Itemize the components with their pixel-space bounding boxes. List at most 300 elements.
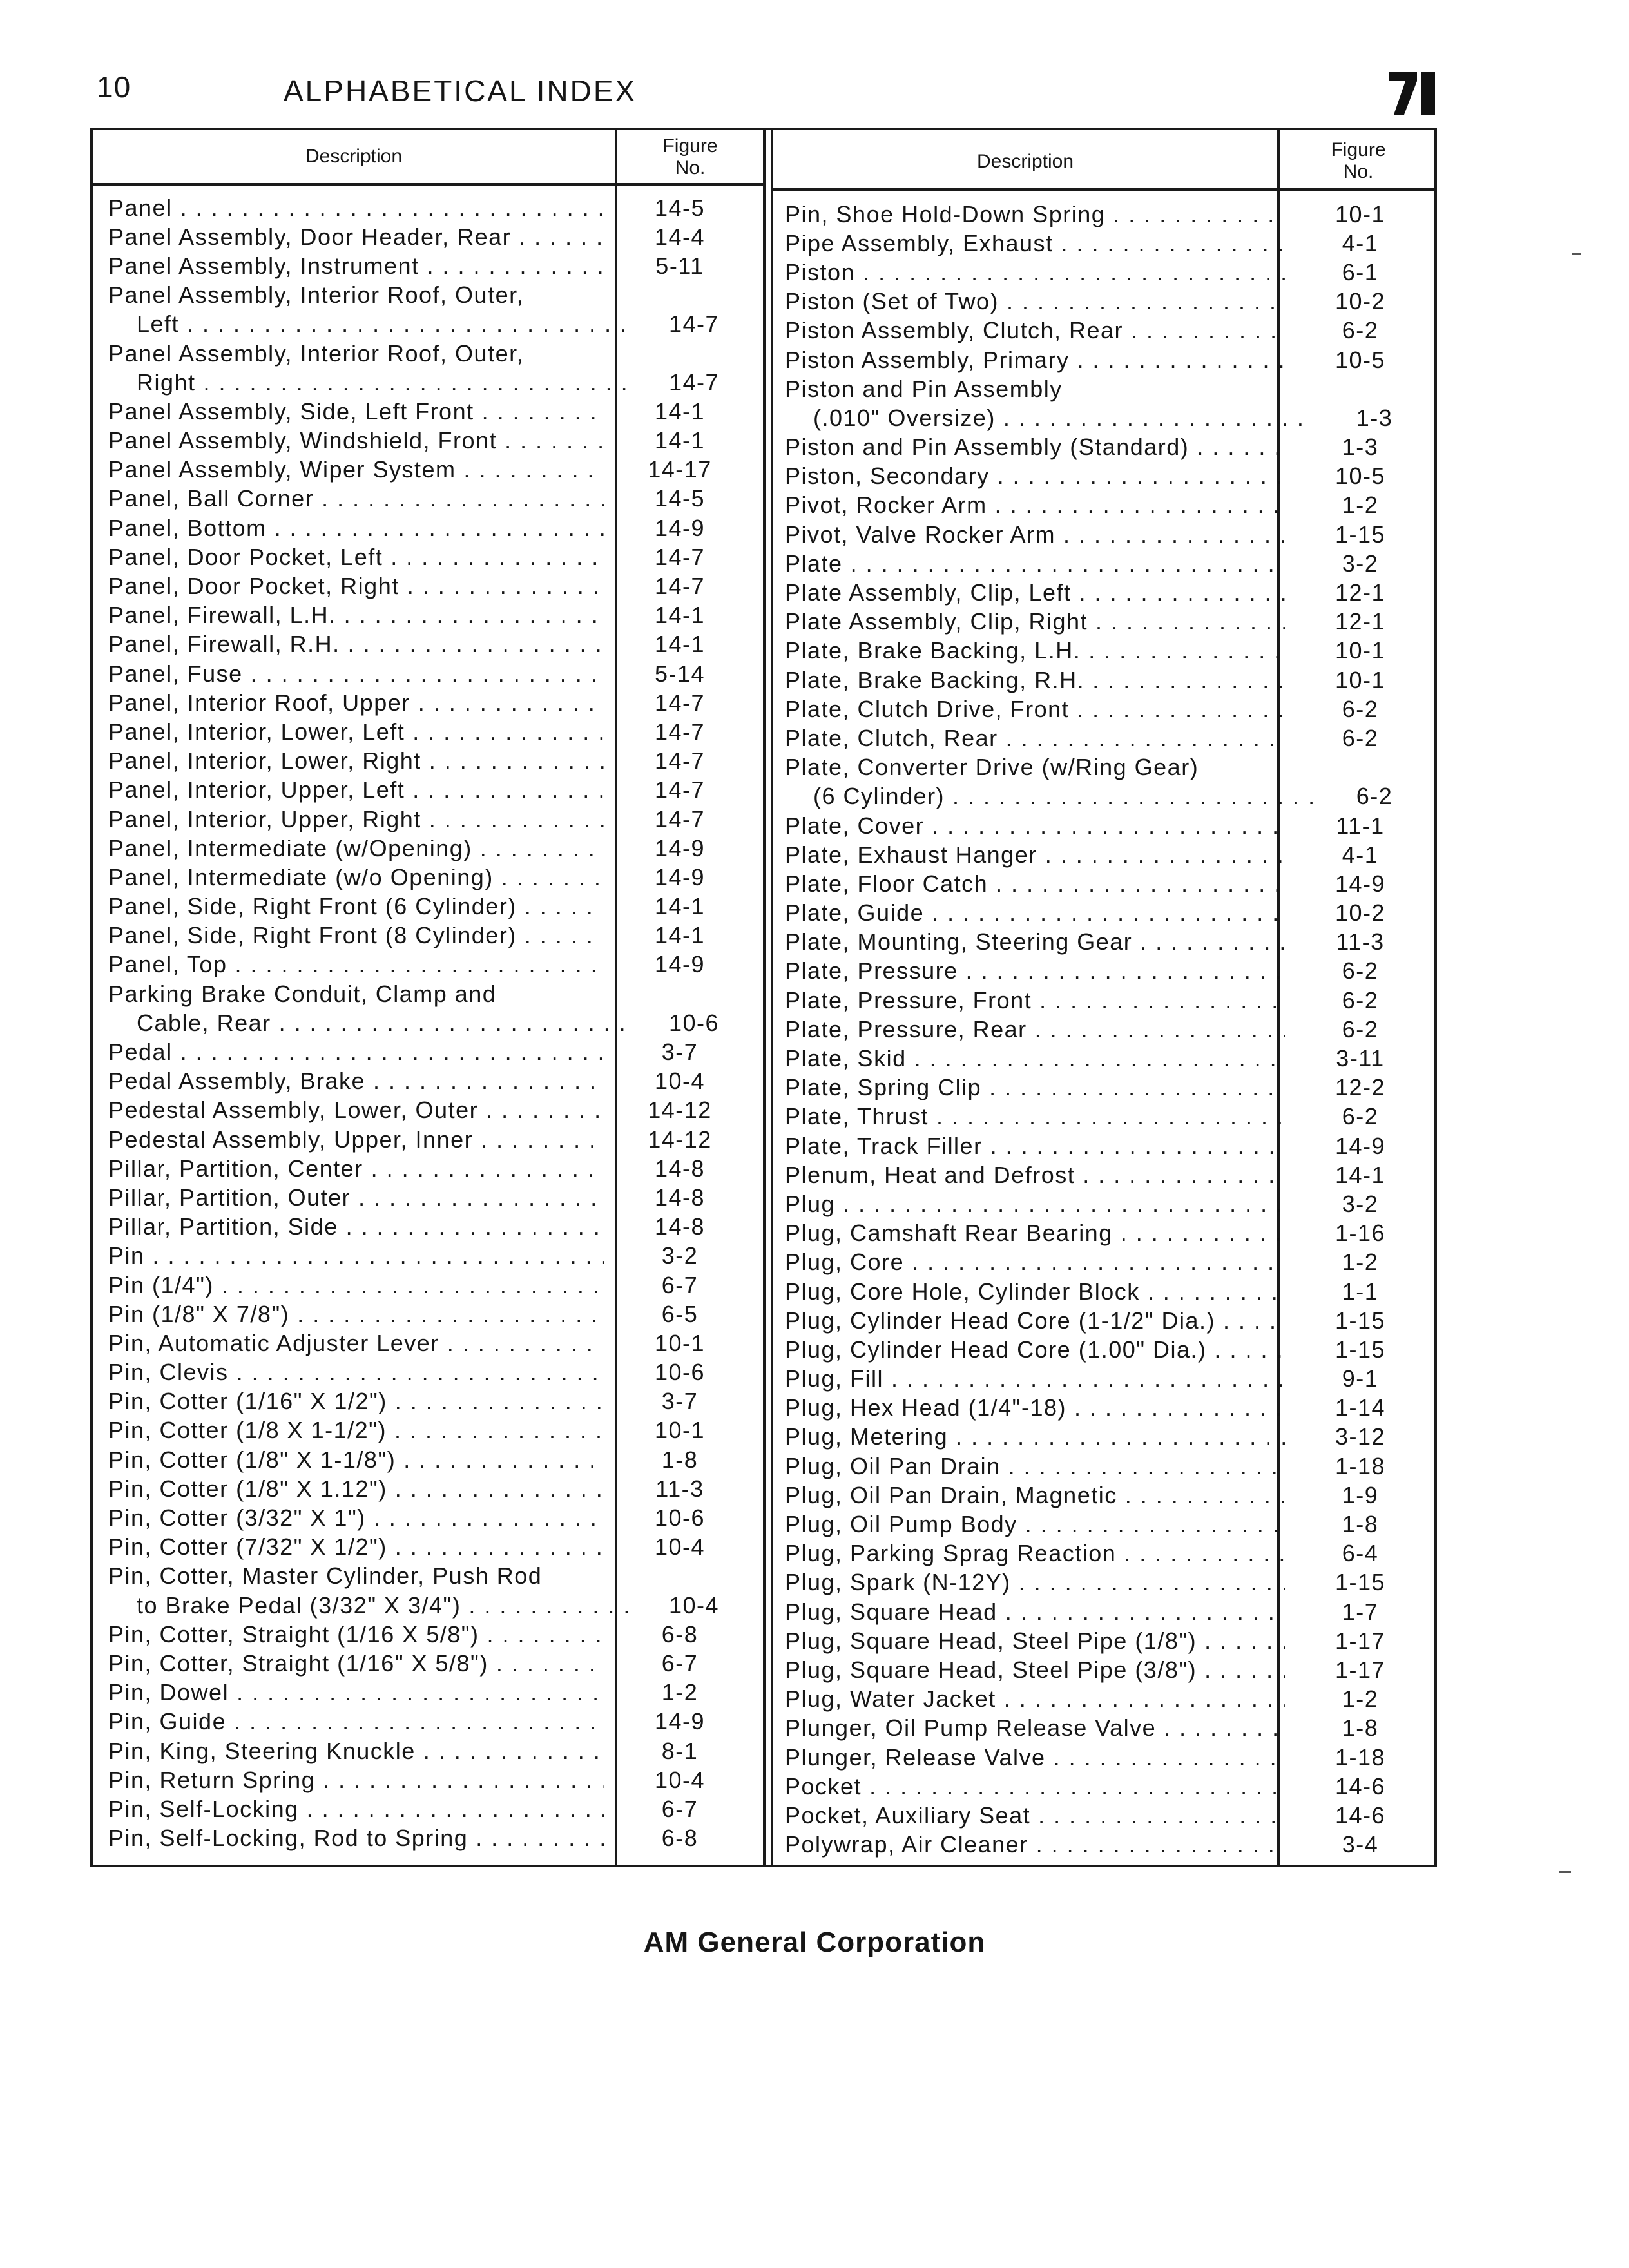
index-row [108, 543, 755, 572]
index-row [785, 229, 1436, 258]
index-row [785, 1102, 1436, 1131]
index-row [785, 1160, 1436, 1189]
index-row [108, 514, 755, 543]
figure-number: 14-7 [654, 689, 706, 716]
index-row [108, 1591, 755, 1620]
index-row [108, 222, 755, 251]
index-description: Plate, Cover . . . [785, 812, 1285, 840]
figure-number: 8-1 [661, 1737, 699, 1764]
index-description: Plate, Clutch, Rear . . . [785, 725, 1285, 752]
index-row [108, 1416, 755, 1445]
index-row [108, 572, 755, 601]
figure-number: 14-1 [654, 922, 706, 949]
index-description: Plenum, Heat and Defrost . . . [785, 1162, 1285, 1189]
index-row [785, 928, 1436, 957]
index-description: Plug, Spark (N-12Y) . . . [785, 1569, 1285, 1596]
index-row [785, 1277, 1436, 1306]
index-row [785, 1539, 1436, 1568]
index-row [108, 1474, 755, 1503]
index-row [785, 1015, 1436, 1044]
index-description: Panel, Interior, Lower, Left . . . [108, 718, 604, 745]
index-row [785, 316, 1436, 345]
figure-number: 14-7 [654, 805, 706, 832]
index-row [108, 1794, 755, 1823]
figure-number: 12-1 [1335, 608, 1386, 635]
scan-mark-top [1572, 253, 1581, 255]
index-description: Pin, Shoe Hold-Down Spring . . . [785, 201, 1285, 228]
index-description: Plug, Oil Pan Drain . . . [785, 1453, 1285, 1480]
figure-number: 14-5 [654, 485, 706, 512]
page-title: ALPHABETICAL INDEX [284, 74, 637, 108]
index-row [785, 520, 1436, 549]
figure-number: 4-1 [1342, 841, 1379, 868]
index-description: Pedal Assembly, Brake . . . [108, 1068, 604, 1095]
index-description: Plunger, Release Valve . . . [785, 1744, 1285, 1771]
index-description: Panel, Interior, Upper, Right . . . [108, 806, 604, 833]
index-description: Pin, Cotter, Master Cylinder, Push Rod [108, 1562, 543, 1590]
index-row [785, 666, 1436, 695]
index-row [108, 747, 755, 776]
figure-number: 14-1 [654, 427, 706, 454]
figure-number: 14-9 [654, 1708, 706, 1735]
figure-number: 14-1 [654, 602, 706, 629]
index-row [785, 491, 1436, 520]
index-row [785, 1626, 1436, 1655]
index-description: Panel, Ball Corner . . . [108, 485, 604, 512]
index-description: Piston . . . [785, 259, 1285, 286]
index-description: Panel, Bottom . . . [108, 515, 604, 542]
figure-number: 1-17 [1335, 1656, 1386, 1683]
index-row [785, 957, 1436, 986]
figure-number: 3-7 [661, 1388, 699, 1415]
figure-number: 14-9 [1335, 1132, 1386, 1159]
index-row [785, 753, 1436, 782]
index-description: Plunger, Oil Pump Release Valve . . . [785, 1715, 1285, 1742]
index-row [108, 717, 755, 746]
index-row [785, 608, 1436, 637]
index-description: Plate, Pressure . . . [785, 957, 1285, 985]
figure-number: 14-7 [668, 311, 720, 338]
figure-number: 10-2 [1335, 899, 1386, 927]
index-description: Plate Assembly, Clip, Right . . . [785, 608, 1285, 635]
index-description: Plate, Skid . . . [785, 1045, 1285, 1072]
index-description: Pivot, Rocker Arm . . . [785, 492, 1285, 519]
figure-number: 1-18 [1335, 1744, 1386, 1771]
index-description: Pin (1/8" X 7/8") . . . [108, 1301, 604, 1328]
index-description: Panel, Door Pocket, Right . . . [108, 573, 604, 600]
figure-number: 1-7 [1342, 1598, 1379, 1625]
index-row [785, 1365, 1436, 1394]
right-figure-header-line1: Figure [1331, 139, 1386, 160]
index-description: Plate, Thrust . . . [785, 1103, 1285, 1130]
index-row [785, 1801, 1436, 1830]
index-description: Pin . . . [108, 1242, 604, 1269]
index-description: Plug, Cylinder Head Core (1.00" Dia.) . . . [785, 1336, 1285, 1363]
index-row [785, 1772, 1436, 1801]
index-row [108, 1213, 755, 1242]
figure-number: 14-12 [648, 1126, 712, 1153]
index-description: Pillar, Partition, Center . . . [108, 1155, 604, 1182]
index-row [108, 1445, 755, 1474]
index-description: Pin, Return Spring . . . [108, 1767, 604, 1794]
index-description: Pin, Cotter (3/32" X 1") . . . [108, 1504, 604, 1532]
index-row [108, 1242, 755, 1271]
figure-number: 14-7 [654, 573, 706, 600]
index-description: Plug, Square Head, Steel Pipe (3/8") . . . [785, 1657, 1285, 1684]
index-description: Pin (1/4") . . . [108, 1272, 604, 1299]
index-row [108, 1678, 755, 1707]
figure-number: 10-5 [1335, 346, 1386, 373]
figure-number: 10-1 [1335, 200, 1386, 227]
index-row [785, 1306, 1436, 1335]
figure-number: 6-7 [661, 1795, 699, 1822]
index-description: Plug, Oil Pump Body . . . [785, 1511, 1285, 1538]
index-description: Panel, Firewall, R.H. . . . [108, 631, 604, 658]
index-row [108, 1387, 755, 1416]
index-description: Plug, Parking Sprag Reaction . . . [785, 1540, 1285, 1567]
figure-number: 1-15 [1335, 1336, 1386, 1363]
index-row [108, 397, 755, 426]
figure-number: 6-7 [661, 1649, 699, 1677]
figure-number: 5-11 [655, 252, 704, 279]
index-description: Plug, Square Head, Steel Pipe (1/8") . . . [785, 1628, 1285, 1655]
index-description: Pillar, Partition, Side . . . [108, 1213, 604, 1240]
index-description: Polywrap, Air Cleaner . . . [785, 1831, 1285, 1858]
figure-number: 1-8 [661, 1446, 699, 1473]
figure-number: 6-5 [661, 1300, 699, 1327]
index-description: Pin, Automatic Adjuster Lever . . . [108, 1330, 604, 1357]
index-description: Panel, Intermediate (w/o Opening) . . . [108, 864, 604, 891]
center-double-rule-a [763, 130, 766, 1865]
figure-number: 10-6 [654, 1359, 706, 1386]
index-description: (.010" Oversize) . . . [785, 405, 1313, 432]
figure-number: 11-3 [1336, 928, 1385, 956]
index-description: Panel Assembly, Interior Roof, Outer, [108, 340, 525, 367]
index-row [108, 1067, 755, 1096]
index-description: Panel, Side, Right Front (8 Cylinder) . . . [108, 922, 604, 949]
index-description: Plate, Pressure, Front . . . [785, 987, 1285, 1014]
right-figure-header [1280, 139, 1437, 183]
figure-number: 6-2 [1342, 724, 1379, 751]
index-row [108, 1503, 755, 1532]
index-row [108, 601, 755, 630]
figure-number: 14-7 [654, 747, 706, 774]
index-description: Plug, Camshaft Rear Bearing . . . [785, 1220, 1285, 1247]
index-description: Pin, Dowel . . . [108, 1679, 604, 1706]
figure-number: 14-7 [654, 543, 706, 570]
index-row [108, 834, 755, 863]
right-description-header: Description [976, 151, 1074, 172]
figure-number: 6-4 [1342, 1540, 1379, 1567]
figure-number: 1-2 [1342, 492, 1379, 519]
index-row [108, 863, 755, 892]
index-description: Left . . . [108, 311, 633, 338]
figure-number: 14-12 [648, 1097, 712, 1124]
index-row [785, 1481, 1436, 1510]
figure-number: 6-2 [1342, 1015, 1379, 1043]
index-description: Plate . . . [785, 550, 1285, 577]
index-row [108, 456, 755, 485]
index-description: Panel Assembly, Windshield, Front . . . [108, 427, 604, 454]
index-row [785, 433, 1436, 462]
figure-number: 14-5 [654, 194, 706, 221]
right-figure-header-line2: No. [1343, 161, 1374, 182]
index-description: Pocket, Auxiliary Seat . . . [785, 1802, 1285, 1829]
index-description: Plate, Mounting, Steering Gear . . . [785, 928, 1285, 956]
index-description: Pin, Self-Locking, Rod to Spring . . . [108, 1825, 604, 1852]
index-description: Piston Assembly, Primary . . . [785, 347, 1285, 374]
index-description: Pin, Guide . . . [108, 1708, 604, 1735]
figure-number: 14-4 [654, 223, 706, 250]
index-row [785, 403, 1436, 432]
index-row [108, 1125, 755, 1154]
index-row [785, 1714, 1436, 1743]
figure-number: 10-1 [654, 1329, 706, 1356]
index-description: Panel, Interior Roof, Upper . . . [108, 689, 604, 716]
figure-number: 1-15 [1335, 1569, 1386, 1596]
scan-mark-bottom [1559, 1871, 1571, 1873]
index-row [785, 1452, 1436, 1481]
figure-number: 11-1 [1336, 812, 1385, 839]
figure-number: 1-2 [661, 1679, 699, 1706]
figure-number: 14-7 [654, 718, 706, 745]
index-description: Plate, Floor Catch . . . [785, 870, 1285, 898]
index-row [785, 695, 1436, 724]
index-row [108, 281, 755, 310]
figure-number: 10-4 [668, 1591, 720, 1619]
index-description: Plug, Core . . . [785, 1249, 1285, 1276]
index-row [108, 1358, 755, 1387]
index-description: Plug, Metering . . . [785, 1423, 1285, 1450]
left-index-list [108, 193, 755, 1853]
index-description: Piston and Pin Assembly (Standard) . . . [785, 434, 1285, 461]
figure-number: 14-8 [654, 1213, 706, 1240]
figure-number: 14-8 [654, 1184, 706, 1211]
figure-number: 1-2 [1342, 1686, 1379, 1713]
index-row [785, 1394, 1436, 1423]
index-description: Plug, Fill . . . [785, 1365, 1285, 1392]
index-description: Plug . . . [785, 1191, 1285, 1218]
figure-number: 14-7 [668, 369, 720, 396]
index-row [108, 1736, 755, 1765]
index-description: Plate, Exhaust Hanger . . . [785, 841, 1285, 869]
figure-number: 14-9 [654, 863, 706, 890]
index-description: Cable, Rear . . . [108, 1010, 633, 1037]
index-row [785, 578, 1436, 607]
index-description: Pin, Cotter (7/32" X 1/2") . . . [108, 1533, 604, 1561]
index-description: Pivot, Valve Rocker Arm . . . [785, 521, 1285, 548]
index-description: Plug, Square Head . . . [785, 1599, 1285, 1626]
index-row [785, 1743, 1436, 1772]
figure-number: 10-6 [668, 1009, 720, 1036]
index-description: Piston (Set of Two) . . . [785, 288, 1285, 315]
figure-number: 1-3 [1356, 404, 1393, 431]
index-row [108, 1096, 755, 1125]
figure-number: 6-2 [1342, 1103, 1379, 1130]
index-description: Pedal . . . [108, 1039, 604, 1066]
left-description-header: Description [305, 146, 403, 167]
index-description: Parking Brake Conduit, Clamp and [108, 980, 497, 1007]
figure-number: 1-16 [1335, 1220, 1386, 1247]
index-row [108, 1707, 755, 1736]
index-row [785, 1131, 1436, 1160]
index-description: Pillar, Partition, Outer . . . [108, 1184, 604, 1211]
index-description: Panel, Fuse . . . [108, 660, 604, 687]
index-row [108, 1271, 755, 1300]
index-row [108, 339, 755, 368]
index-row [108, 659, 755, 688]
figure-number: 14-1 [654, 398, 706, 425]
index-row [785, 1044, 1436, 1073]
index-row [108, 892, 755, 921]
figure-number: 14-6 [1335, 1773, 1386, 1800]
index-description: Pin, Cotter (1/8" X 1-1/8") . . . [108, 1446, 604, 1474]
figure-number: 6-2 [1342, 317, 1379, 344]
index-description: Pin, King, Steering Knuckle . . . [108, 1738, 604, 1765]
figure-number: 1-15 [1335, 1307, 1386, 1334]
footer-corporation: AM General Corporation [643, 1927, 986, 1958]
index-row [785, 287, 1436, 316]
index-description: Piston and Pin Assembly [785, 375, 1063, 402]
index-row [785, 899, 1436, 928]
figure-number: 14-1 [654, 893, 706, 920]
index-row [785, 374, 1436, 403]
figure-number: 14-7 [654, 776, 706, 803]
right-index-list [785, 200, 1436, 1860]
index-description: Panel Assembly, Door Header, Rear . . . [108, 224, 604, 251]
figure-number: 1-15 [1335, 521, 1386, 548]
figure-number: 10-1 [1335, 666, 1386, 693]
figure-number: 3-11 [1336, 1045, 1385, 1072]
figure-number: 3-12 [1335, 1423, 1386, 1450]
index-description: Right . . . [108, 369, 633, 396]
left-figure-header-line2: No. [675, 157, 706, 178]
figure-number: 10-5 [1335, 463, 1386, 490]
figure-number: 5-14 [654, 660, 706, 687]
index-description: Plug, Hex Head (1/4"-18) . . . [785, 1394, 1285, 1421]
figure-number: 3-4 [1342, 1831, 1379, 1858]
index-row [108, 1300, 755, 1329]
index-row [785, 1073, 1436, 1102]
index-description: Pipe Assembly, Exhaust . . . [785, 230, 1285, 257]
index-row [108, 1329, 755, 1358]
figure-number: 6-2 [1342, 957, 1379, 985]
index-description: Plate, Brake Backing, L.H. . . . [785, 637, 1285, 664]
index-description: Panel Assembly, Side, Left Front . . . [108, 398, 604, 425]
figure-number: 1-8 [1342, 1511, 1379, 1538]
index-row [108, 1620, 755, 1649]
index-description: Panel Assembly, Instrument . . . [108, 253, 604, 280]
index-description: Panel Assembly, Interior Roof, Outer, [108, 282, 525, 309]
figure-number: 1-17 [1335, 1627, 1386, 1654]
figure-number: 3-7 [661, 1039, 699, 1066]
index-row [785, 1655, 1436, 1684]
figure-number: 1-1 [1342, 1278, 1379, 1305]
index-description: Pin, Cotter (1/8" X 1.12") . . . [108, 1475, 604, 1503]
index-row [108, 630, 755, 659]
figure-number: 14-9 [654, 834, 706, 861]
index-row [108, 1765, 755, 1794]
index-row [785, 782, 1436, 811]
figure-number: 6-7 [661, 1271, 699, 1298]
index-description: Pin, Self-Locking . . . [108, 1796, 604, 1823]
index-row [108, 427, 755, 456]
figure-number: 1-8 [1342, 1715, 1379, 1742]
figure-number: 6-2 [1342, 986, 1379, 1014]
index-description: Panel Assembly, Wiper System . . . [108, 456, 604, 483]
index-description: Pin, Cotter (1/8 X 1-1/2") . . . [108, 1417, 604, 1444]
index-row [108, 251, 755, 280]
index-row [108, 921, 755, 950]
left-figure-header-line1: Figure [662, 135, 718, 157]
figure-number: 10-1 [1335, 637, 1386, 664]
index-row [785, 1510, 1436, 1539]
index-row [108, 485, 755, 514]
index-description: Pocket . . . [785, 1773, 1285, 1800]
figure-number: 3-2 [1342, 1190, 1379, 1217]
index-description: Plug, Cylinder Head Core (1-1/2" Dia.) . . . [785, 1307, 1285, 1334]
index-row [108, 1562, 755, 1591]
figure-number: 6-8 [661, 1825, 699, 1852]
index-row [785, 462, 1436, 491]
figure-number: 12-2 [1335, 1074, 1386, 1101]
figure-number: 14-1 [1335, 1161, 1386, 1188]
index-description: Plug, Water Jacket . . . [785, 1686, 1285, 1713]
figure-number: 10-2 [1335, 288, 1386, 315]
index-description: Panel, Interior, Lower, Right . . . [108, 747, 604, 774]
index-row [785, 840, 1436, 869]
index-row [108, 1183, 755, 1212]
am-general-logo-icon [1389, 72, 1436, 115]
figure-number: 14-9 [654, 951, 706, 978]
index-description: Pedestal Assembly, Upper, Inner . . . [108, 1126, 604, 1153]
index-row [785, 345, 1436, 374]
index-row [108, 1154, 755, 1183]
index-row [108, 805, 755, 834]
index-description: Panel, Intermediate (w/Opening) . . . [108, 835, 604, 862]
index-description: (6 Cylinder) . . . [785, 783, 1313, 810]
index-row [108, 776, 755, 805]
figure-number: 10-4 [654, 1766, 706, 1793]
figure-number: 10-4 [654, 1068, 706, 1095]
index-row [108, 368, 755, 397]
index-description: Plate, Brake Backing, R.H. . . . [785, 667, 1285, 694]
figure-number: 6-2 [1356, 783, 1393, 810]
figure-number: 10-6 [654, 1504, 706, 1532]
figure-number: 12-1 [1335, 579, 1386, 606]
figure-number: 3-2 [1342, 550, 1379, 577]
figure-number: 14-9 [1335, 870, 1386, 897]
figure-number: 14-1 [654, 631, 706, 658]
index-description: Panel, Top . . . [108, 951, 604, 978]
index-row [108, 310, 755, 339]
figure-number: 6-1 [1342, 258, 1379, 285]
index-description: Pedestal Assembly, Lower, Outer . . . [108, 1097, 604, 1124]
figure-number: 1-14 [1335, 1394, 1386, 1421]
index-row [785, 1568, 1436, 1597]
index-row [108, 979, 755, 1008]
index-row [785, 1219, 1436, 1248]
index-description: Plug, Oil Pan Drain, Magnetic . . . [785, 1482, 1285, 1509]
index-description: Panel, Interior, Upper, Left . . . [108, 776, 604, 803]
index-description: Plug, Core Hole, Cylinder Block . . . [785, 1278, 1285, 1305]
index-row [108, 950, 755, 979]
figure-number: 4-1 [1342, 229, 1379, 256]
index-description: Pin, Cotter (1/16" X 1/2") . . . [108, 1388, 604, 1415]
index-row [108, 193, 755, 222]
index-description: Piston Assembly, Clutch, Rear . . . [785, 317, 1285, 344]
index-row [785, 258, 1436, 287]
